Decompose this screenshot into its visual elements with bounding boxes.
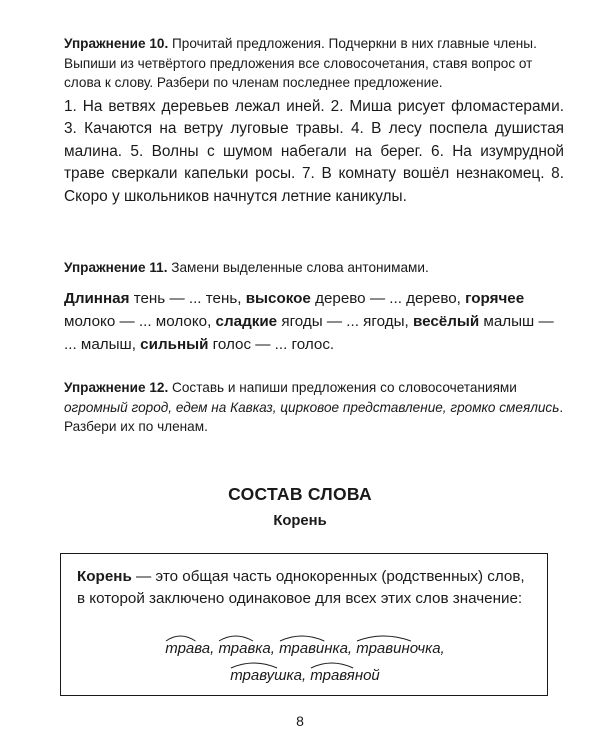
example-word-text: травка, bbox=[218, 640, 275, 657]
root-arc-icon bbox=[356, 632, 444, 642]
exercise-11-instructions bbox=[64, 258, 564, 278]
example-word bbox=[218, 640, 274, 657]
exercise-12-text-b: . Разбери их по членам. bbox=[64, 399, 564, 434]
exercise-10-sentences: 1. На ветвях деревьев лежал иней. 2. Миша рисует фломастерами. 3. Качаются на ветру луговые травы. 4. В лесу поспела душистая малина. 5. Волны с шумом набегали на берег. 6. На изумрудной траве сверкали капельки росы. 7. В комнату вошёл незнакомец. 8. Скоро у школьников начнутся летние каникулы. bbox=[64, 98, 564, 205]
exercise-12-phrases: огромный город, едем на Кавказ, цирковое представление, громко смеялись bbox=[64, 399, 560, 415]
exercise-11-text: Замени выделенные слова антонимами. bbox=[171, 260, 429, 275]
rule-box bbox=[60, 553, 548, 696]
example-word bbox=[165, 640, 214, 657]
root-arc-icon bbox=[165, 632, 214, 642]
rule-term: Корень bbox=[77, 568, 132, 585]
example-word bbox=[279, 640, 352, 657]
exercise-11-antonym-items bbox=[64, 287, 564, 356]
root-arc-icon bbox=[310, 659, 379, 669]
antonym-rest-1: тень — ... тень, bbox=[129, 290, 246, 307]
example-word-text: травинка, bbox=[279, 640, 353, 657]
root-arc-icon bbox=[279, 632, 352, 642]
example-word bbox=[310, 667, 379, 684]
antonym-word-6: сильный bbox=[140, 336, 209, 353]
example-word-text: трава, bbox=[165, 640, 215, 657]
page-number: 8 bbox=[296, 713, 304, 729]
example-word-text: травяной bbox=[310, 667, 380, 684]
antonym-word-2: высокое bbox=[245, 290, 311, 307]
antonym-rest-3: молоко — ... молоко, bbox=[64, 313, 216, 330]
section-title: СОСТАВ СЛОВА bbox=[228, 484, 372, 504]
root-arc-icon bbox=[230, 659, 306, 669]
section-subtitle: Корень bbox=[273, 513, 327, 529]
antonym-word-5: весёлый bbox=[412, 313, 480, 330]
exercise-10-label: Упражнение 10. bbox=[64, 36, 169, 51]
antonym-rest-5: малыш — ... малыш, bbox=[64, 313, 554, 353]
antonym-rest-6: голос — ... голос. bbox=[208, 336, 335, 353]
antonym-word-3: горячее bbox=[465, 290, 525, 307]
root-arc-icon bbox=[218, 632, 274, 642]
antonym-word-1: Длинная bbox=[64, 290, 130, 307]
example-word-text: травиночка, bbox=[356, 640, 445, 657]
antonym-word-4: сладкие bbox=[215, 313, 278, 330]
exercise-11-label: Упражнение 11. bbox=[64, 260, 168, 275]
antonym-rest-4: ягоды — ... ягоды, bbox=[277, 313, 413, 330]
example-word bbox=[356, 640, 444, 657]
example-word-text: травушка, bbox=[230, 667, 307, 684]
rule-definition-text: — это общая часть однокоренных (родственных) слов, в которой заключено одинаковое для всех этих слов значение: bbox=[77, 568, 525, 607]
exercise-10-instructions bbox=[64, 34, 564, 93]
exercise-10-text: Прочитай предложения. Подчеркни в них главные члены. Выпиши из четвёртого предложения все словосочетания, ставя вопрос от слова к слову. Разбери по членам последнее предложение. bbox=[64, 36, 537, 90]
rule-definition bbox=[77, 566, 532, 609]
exercise-12-text-a: Составь и напиши предложения со словосочетаниями bbox=[172, 380, 517, 395]
exercise-12-instructions bbox=[64, 378, 564, 437]
antonym-rest-2: дерево — ... дерево, bbox=[310, 290, 466, 307]
example-words-row-1 bbox=[61, 640, 549, 657]
example-word bbox=[230, 667, 306, 684]
example-words-row-2 bbox=[61, 667, 549, 684]
exercise-12-label: Упражнение 12. bbox=[64, 380, 169, 395]
